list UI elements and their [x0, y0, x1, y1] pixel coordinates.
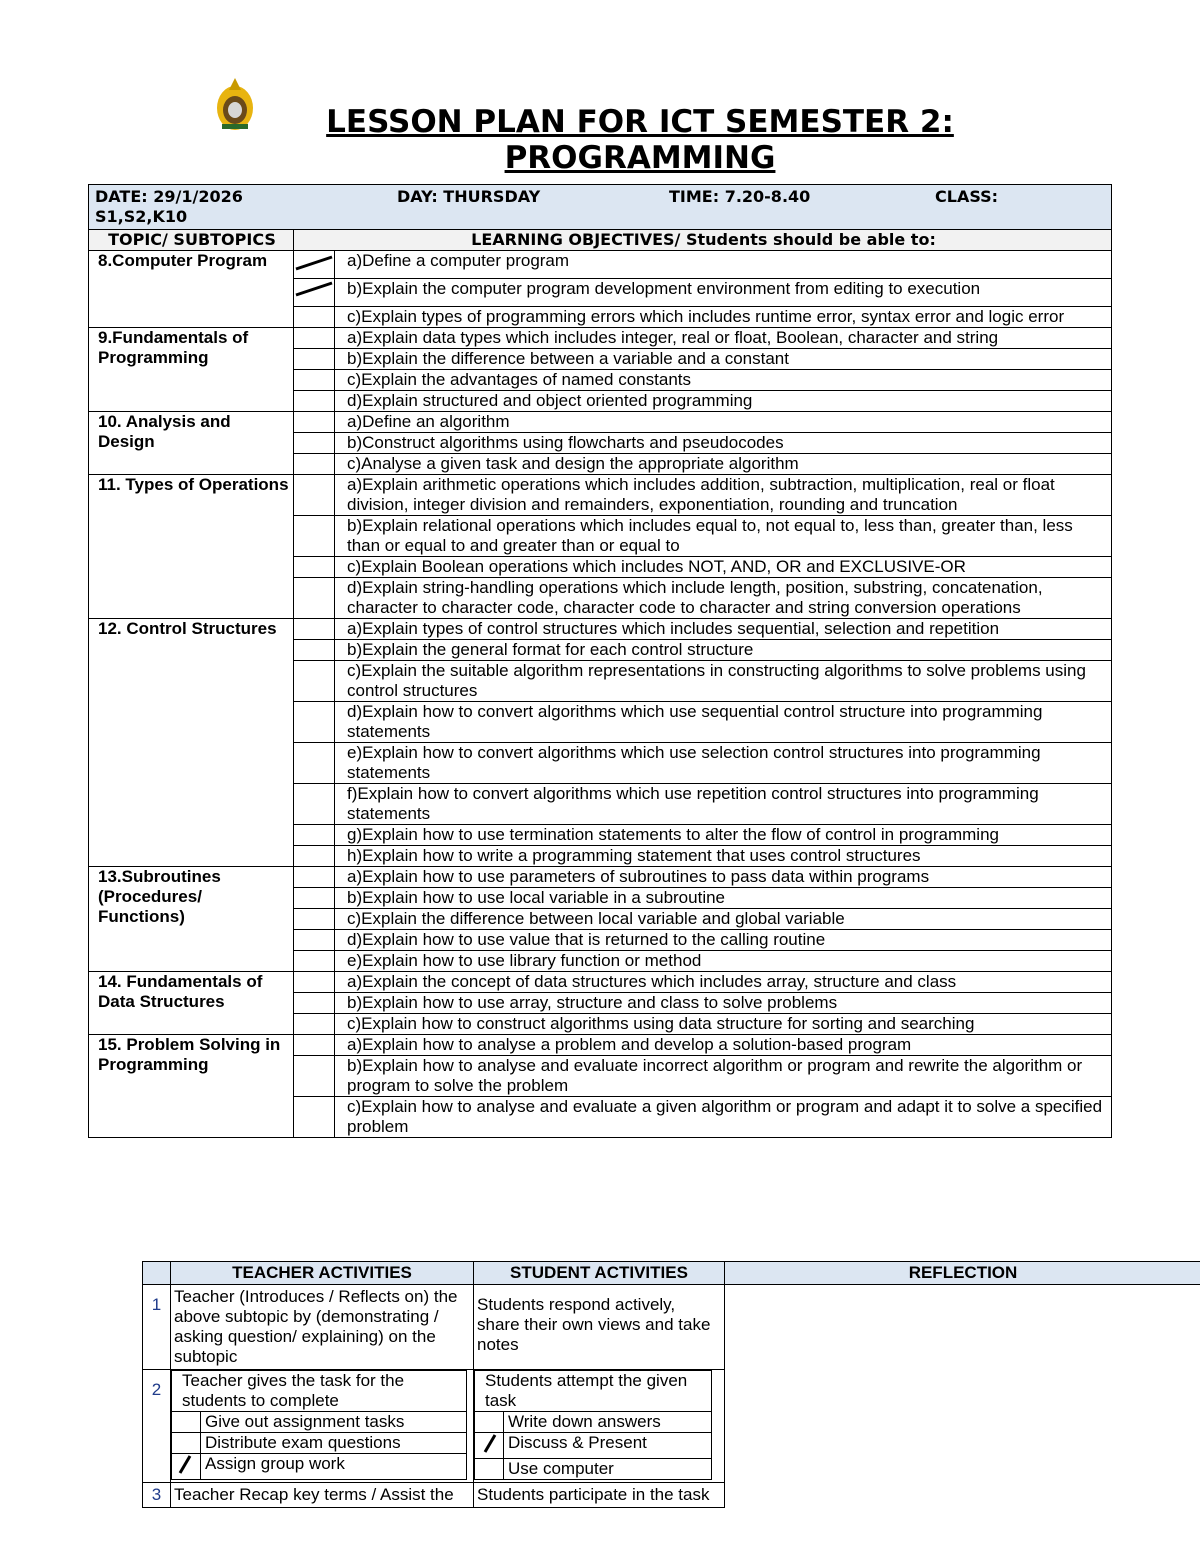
topic-cell: 12. Control Structures — [89, 619, 294, 867]
objective-text: d)Explain structured and object oriented programming — [335, 391, 1112, 412]
teacher-option: Distribute exam questions — [201, 1433, 467, 1454]
topic-cell: 14. Fundamentals of Data Structures — [89, 972, 294, 1035]
objective-text: b)Explain how to analyse and evaluate incorrect algorithm or program and rewrite the algorithm or program to solve the problem — [335, 1056, 1112, 1097]
date-field: DATE: 29/1/2026 — [95, 187, 243, 206]
objective-text: a)Explain types of control structures which includes sequential, selection and repetition — [335, 619, 1112, 640]
objective-tick-cell[interactable] — [294, 846, 335, 867]
objective-tick-cell[interactable] — [294, 867, 335, 888]
teacher-activity: Teacher Recap key terms / Assist the — [171, 1483, 474, 1508]
topic-cell: 10. Analysis and Design — [89, 412, 294, 475]
objective-text: b)Explain the difference between a variable and a constant — [335, 349, 1112, 370]
page-title — [200, 104, 1080, 176]
objective-tick-cell[interactable] — [294, 993, 335, 1014]
objective-text: c)Analyse a given task and design the appropriate algorithm — [335, 454, 1112, 475]
objective-text: d)Explain how to convert algorithms which use sequential control structure into programming statements — [335, 702, 1112, 743]
objectives-column-header: LEARNING OBJECTIVES/ Students should be able to: — [294, 230, 1112, 251]
topic-cell: 8.Computer Program — [89, 251, 294, 328]
activity-number: 1 — [143, 1285, 171, 1370]
objective-tick-cell[interactable] — [294, 475, 335, 516]
student-option-row — [475, 1459, 712, 1480]
student-options-table — [474, 1370, 712, 1480]
option-checkbox[interactable] — [475, 1412, 504, 1433]
objective-text: c)Explain the advantages of named constants — [335, 370, 1112, 391]
objective-text: b)Construct algorithms using flowcharts and pseudocodes — [335, 433, 1112, 454]
objective-tick-cell[interactable] — [294, 391, 335, 412]
objective-tick-cell[interactable] — [294, 328, 335, 349]
objective-row — [89, 1035, 1112, 1056]
teacher-option: Give out assignment tasks — [201, 1412, 467, 1433]
objective-row — [89, 251, 1112, 279]
tick-mark-icon — [475, 1433, 503, 1453]
student-activities-header: STUDENT ACTIVITIES — [474, 1262, 725, 1285]
option-checkbox[interactable] — [172, 1433, 201, 1454]
objective-text: b)Explain how to use local variable in a subroutine — [335, 888, 1112, 909]
objective-tick-cell[interactable] — [294, 1056, 335, 1097]
objective-tick-cell[interactable] — [294, 307, 335, 328]
objective-text: b)Explain relational operations which includes equal to, not equal to, less than, greater than, less than or equal to and greater than or equal to — [335, 516, 1112, 557]
objective-tick-cell[interactable] — [294, 702, 335, 743]
reflection-header: REFLECTION — [725, 1262, 1200, 1285]
objective-text: a)Explain arithmetic operations which includes addition, subtraction, multiplication, real or float division, integer division and remainders, exponentiation, rounding and truncation — [335, 475, 1112, 516]
activities-header-row — [143, 1262, 1200, 1285]
column-header-row — [89, 230, 1112, 251]
topic-cell: 15. Problem Solving in Programming — [89, 1035, 294, 1138]
option-checkbox-checked[interactable] — [475, 1433, 504, 1459]
objective-tick-cell[interactable] — [294, 784, 335, 825]
objective-text: e)Explain how to use library function or method — [335, 951, 1112, 972]
student-option: Discuss & Present — [504, 1433, 712, 1459]
topic-cell: 11. Types of Operations — [89, 475, 294, 619]
activity-row-1 — [143, 1285, 1200, 1370]
objective-tick-cell[interactable] — [294, 578, 335, 619]
teacher-option: Assign group work — [201, 1454, 467, 1480]
objective-text: g)Explain how to use termination statements to alter the flow of control in programming — [335, 825, 1112, 846]
student-task: Students attempt the given task — [475, 1371, 712, 1412]
objective-text: c)Explain types of programming errors which includes runtime error, syntax error and logic error — [335, 307, 1112, 328]
objective-tick-cell[interactable] — [294, 619, 335, 640]
topic-cell: 9.Fundamentals of Programming — [89, 328, 294, 412]
objective-tick-cell[interactable] — [294, 433, 335, 454]
objective-text: b)Explain the computer program development environment from editing to execution — [335, 279, 1112, 307]
student-activity: Students participate in the task — [474, 1483, 725, 1508]
objective-tick-cell[interactable] — [294, 972, 335, 993]
teacher-activities-header: TEACHER ACTIVITIES — [171, 1262, 474, 1285]
objective-text: a)Define an algorithm — [335, 412, 1112, 433]
objective-tick-cell[interactable] — [294, 661, 335, 702]
objective-text: c)Explain the difference between local variable and global variable — [335, 909, 1112, 930]
time-field: TIME: 7.20-8.40 — [669, 187, 811, 206]
teacher-option-row — [172, 1412, 467, 1433]
objective-text: c)Explain the suitable algorithm representations in constructing algorithms to solve problems using control structures — [335, 661, 1112, 702]
objective-tick-cell[interactable] — [294, 1097, 335, 1138]
title-line-1: LESSON PLAN FOR ICT SEMESTER 2: — [326, 104, 954, 140]
day-field: DAY: THURSDAY — [397, 187, 541, 206]
objective-tick-cell[interactable] — [294, 1014, 335, 1035]
objective-text: b)Explain the general format for each control structure — [335, 640, 1112, 661]
objective-text: a)Explain how to use parameters of subroutines to pass data within programs — [335, 867, 1112, 888]
objective-text: c)Explain how to analyse and evaluate a given algorithm or program and adapt it to solve a specified problem — [335, 1097, 1112, 1138]
objective-tick-cell[interactable] — [294, 557, 335, 578]
topic-cell: 13.Subroutines (Procedures/ Functions) — [89, 867, 294, 972]
objective-tick-cell[interactable] — [294, 349, 335, 370]
topic-column-header: TOPIC/ SUBTOPICS — [89, 230, 294, 251]
title-line-2: PROGRAMMING — [504, 140, 776, 176]
tick-mark-icon — [172, 1454, 200, 1474]
option-checkbox[interactable] — [475, 1459, 504, 1480]
objective-text: h)Explain how to write a programming statement that uses control structures — [335, 846, 1112, 867]
objective-tick-cell[interactable] — [294, 909, 335, 930]
reflection-cell[interactable] — [725, 1285, 1200, 1508]
objective-tick-cell[interactable] — [294, 930, 335, 951]
student-option-row — [475, 1412, 712, 1433]
option-checkbox-checked[interactable] — [172, 1454, 201, 1480]
activity-number: 2 — [143, 1370, 171, 1483]
objective-tick-cell[interactable] — [294, 951, 335, 972]
teacher-activity: Teacher (Introduces / Reflects on) the above subtopic by (demonstrating / asking question/ explaining) on the subtopic — [171, 1285, 474, 1370]
objective-tick-cell[interactable] — [294, 370, 335, 391]
option-checkbox[interactable] — [172, 1412, 201, 1433]
objective-tick-cell[interactable] — [294, 251, 335, 279]
objective-text: c)Explain Boolean operations which includes NOT, AND, OR and EXCLUSIVE-OR — [335, 557, 1112, 578]
tick-mark-icon — [294, 279, 335, 301]
objective-tick-cell[interactable] — [294, 825, 335, 846]
objective-tick-cell[interactable] — [294, 888, 335, 909]
objective-row — [89, 412, 1112, 433]
student-option: Use computer — [504, 1459, 712, 1480]
objective-text: f)Explain how to convert algorithms which use repetition control structures into programming statements — [335, 784, 1112, 825]
student-activity: Students respond actively, share their own views and take notes — [474, 1285, 725, 1370]
objective-row — [89, 972, 1112, 993]
activities-table — [142, 1261, 1200, 1508]
teacher-task: Teacher gives the task for the students to complete — [172, 1371, 467, 1412]
objective-text: a)Explain how to analyse a problem and develop a solution-based program — [335, 1035, 1112, 1056]
objective-text: d)Explain string-handling operations which include length, position, substring, concatenation, character to character code, character code to character and string conversion operations — [335, 578, 1112, 619]
objectives-table — [88, 184, 1112, 1138]
teacher-option-row — [172, 1433, 467, 1454]
student-option: Write down answers — [504, 1412, 712, 1433]
objective-tick-cell[interactable] — [294, 412, 335, 433]
objective-row — [89, 619, 1112, 640]
class-value: S1,S2,K10 — [95, 207, 188, 226]
objective-text: c)Explain how to construct algorithms using data structure for sorting and searching — [335, 1014, 1112, 1035]
objective-text: b)Explain how to use array, structure and class to solve problems — [335, 993, 1112, 1014]
objective-tick-cell[interactable] — [294, 279, 335, 307]
info-row — [89, 185, 1112, 230]
objective-row — [89, 867, 1112, 888]
objective-text: e)Explain how to convert algorithms which use selection control structures into programming statements — [335, 743, 1112, 784]
objective-tick-cell[interactable] — [294, 454, 335, 475]
student-option-row — [475, 1433, 712, 1459]
teacher-options-table — [171, 1370, 467, 1480]
tick-mark-icon — [294, 251, 335, 273]
objective-tick-cell[interactable] — [294, 1035, 335, 1056]
objective-text: a)Define a computer program — [335, 251, 1112, 279]
objective-tick-cell[interactable] — [294, 640, 335, 661]
activity-number: 3 — [143, 1483, 171, 1508]
objective-text: d)Explain how to use value that is returned to the calling routine — [335, 930, 1112, 951]
objective-text: a)Explain data types which includes integer, real or float, Boolean, character and string — [335, 328, 1112, 349]
class-label: CLASS: — [935, 187, 999, 206]
objective-tick-cell[interactable] — [294, 516, 335, 557]
objective-row — [89, 328, 1112, 349]
objective-tick-cell[interactable] — [294, 743, 335, 784]
teacher-option-row — [172, 1454, 467, 1480]
objective-text: a)Explain the concept of data structures which includes array, structure and class — [335, 972, 1112, 993]
objective-row — [89, 475, 1112, 516]
